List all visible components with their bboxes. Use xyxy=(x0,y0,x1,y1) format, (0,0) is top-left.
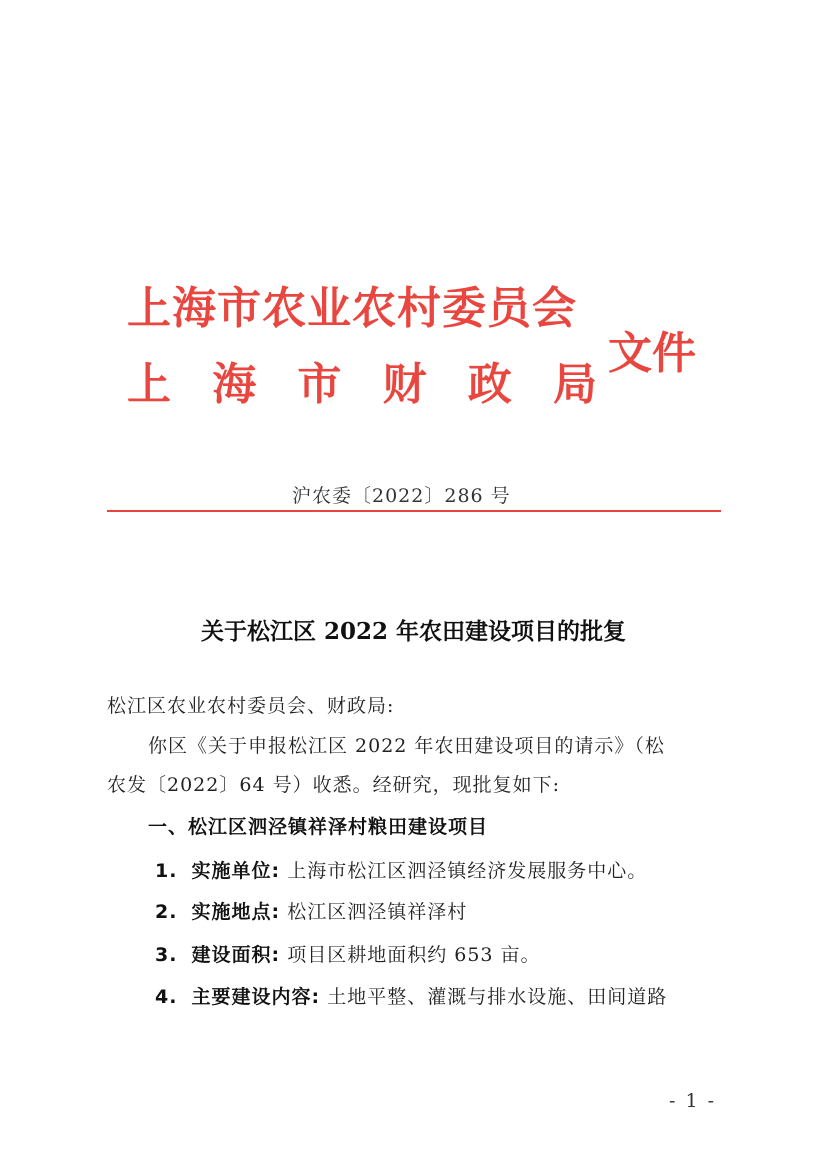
item-label: 实施地点: xyxy=(191,901,281,923)
list-item xyxy=(155,897,467,924)
body-paragraph-line: 农发〔2022〕64 号）收悉。经研究，现批复如下: xyxy=(107,774,560,796)
issuer-line-2-char: 上 xyxy=(127,359,171,410)
item-number: 4. xyxy=(155,986,178,1008)
issuer-line-2-char: 局 xyxy=(552,359,597,410)
document-title: 关于松江区 2022 年农田建设项目的批复 xyxy=(200,618,627,645)
issuer-line-1: 上海市农业农村委员会 xyxy=(127,283,577,334)
item-number: 1. xyxy=(155,860,178,882)
item-number: 2. xyxy=(155,901,178,923)
issuer-line-2 xyxy=(127,359,597,410)
list-item xyxy=(155,982,667,1009)
issuer-line-2-char: 政 xyxy=(467,359,512,410)
item-value: 项目区耕地面积约 653 亩。 xyxy=(287,944,541,966)
addressee: 松江区农业农村委员会、财政局: xyxy=(107,695,395,717)
page-number: - 1 - xyxy=(669,1090,717,1112)
item-label: 主要建设内容: xyxy=(191,986,321,1008)
issuer-line-2-char: 财 xyxy=(382,359,427,410)
document-suffix: 文件 xyxy=(608,328,696,379)
item-number: 3. xyxy=(155,944,178,966)
body-paragraph-line: 你区《关于申报松江区 2022 年农田建设项目的请示》（松 xyxy=(148,735,665,757)
issuer-line-2-char: 市 xyxy=(297,359,342,410)
item-label: 实施单位: xyxy=(191,860,281,882)
item-value: 土地平整、灌溉与排水设施、田间道路 xyxy=(327,986,668,1008)
red-divider xyxy=(107,510,721,512)
item-value: 松江区泗泾镇祥泽村 xyxy=(287,901,468,923)
list-item xyxy=(155,940,541,967)
item-value: 上海市松江区泗泾镇经济发展服务中心。 xyxy=(287,860,648,882)
section-heading: 一、松江区泗泾镇祥泽村粮田建设项目 xyxy=(148,816,489,838)
issuer-line-2-char: 海 xyxy=(212,359,257,410)
item-label: 建设面积: xyxy=(191,944,281,966)
document-number: 沪农委〔2022〕286 号 xyxy=(292,485,511,507)
list-item xyxy=(155,856,647,883)
